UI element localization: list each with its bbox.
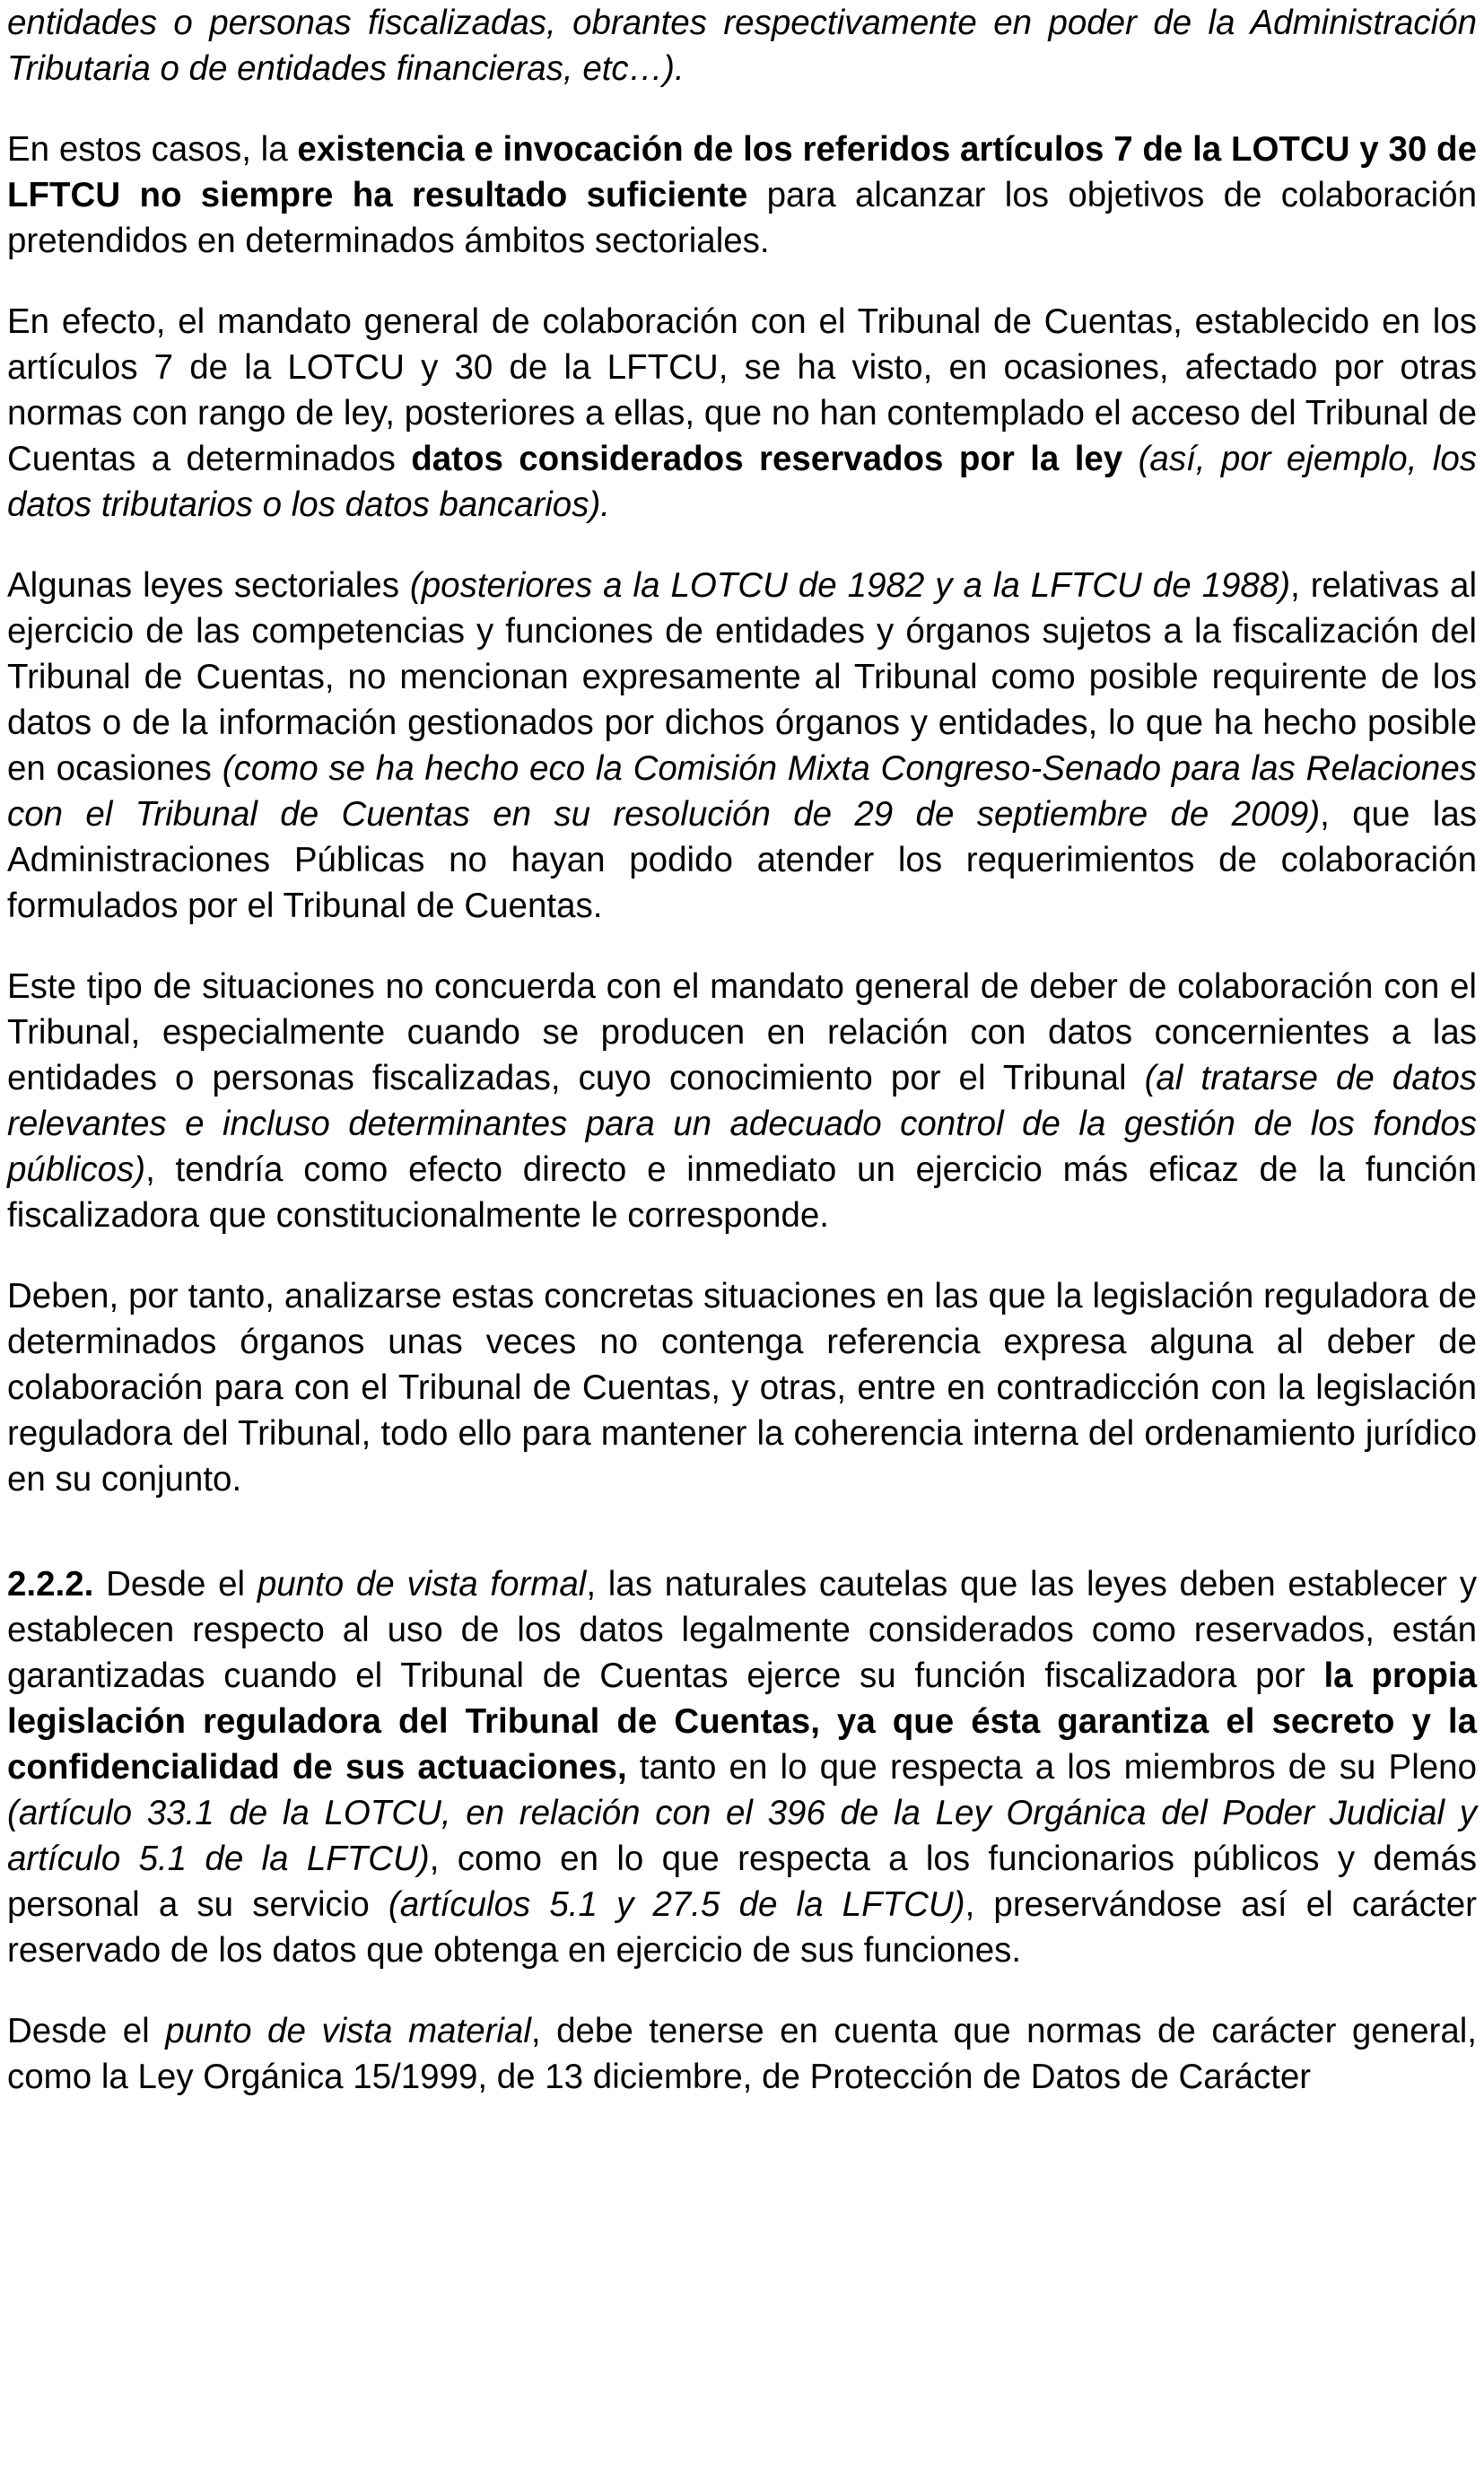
text-run: , preservándose así el carácter reservado de los datos que obtenga en ejercicio de sus funciones. bbox=[7, 1885, 1477, 1970]
text-run: , las naturales cautelas que las leyes deben establecer y establecen respecto al uso de los datos legalmente considerados como reservados, están garantizadas cuando el Tribunal de Cuentas ejerce su función fiscalizadora por bbox=[7, 1565, 1477, 1695]
paragraph-material bbox=[7, 2008, 1477, 2100]
text-run: Desde el bbox=[7, 2012, 166, 2050]
text-run: En estos casos, la bbox=[7, 130, 298, 169]
italic-text: punto de vista formal bbox=[257, 1565, 587, 1604]
text-run: , que las Administraciones Públicas no hayan podido atender los requerimientos de colaboración formulados por el Tribunal de Cuentas. bbox=[7, 795, 1477, 925]
bold-text: 2.2.2. bbox=[7, 1565, 94, 1604]
text-run: , debe tenerse en cuenta que normas de carácter general, como la Ley Orgánica 15/1999, de 13 diciembre, de Protección de Datos de Carácter bbox=[7, 2012, 1477, 2096]
italic-text: (artículo 33.1 de la LOTCU, en relación con el 396 de la Ley Orgánica del Poder Judicial y artículo 5.1 de la LFTCU) bbox=[7, 1794, 1477, 1878]
italic-text: (así, por ejemplo, los datos tributarios o los datos bancarios). bbox=[7, 440, 1477, 524]
text-run: Algunas leyes sectoriales bbox=[7, 566, 410, 605]
text-run: tanto en lo que respecta a los miembros de su Pleno bbox=[626, 1748, 1477, 1787]
bold-text: la propia legislación reguladora del Tribunal de Cuentas, ya que ésta garantiza el secreto y la confidencialidad de sus actuaciones, bbox=[7, 1656, 1477, 1787]
text-run: , relativas al ejercicio de las competencias y funciones de entidades y órganos sujetos a la fiscalización del Tribunal de Cuentas, no mencionan expresamente al Tribunal como posible requirente de los datos o de la información gestionados por dichos órganos y entidades, lo que ha hecho posible en ocasiones bbox=[7, 566, 1478, 788]
text-run: , tendría como efecto directo e inmediato un ejercicio más eficaz de la función fiscalizadora que constitucionalmente le corresponde. bbox=[7, 1150, 1477, 1235]
paragraph-1 bbox=[7, 0, 1477, 92]
section-2-2-2-paragraph bbox=[7, 1561, 1477, 1973]
text-run: para alcanzar los objetivos de colaboración pretendidos en determinados ámbitos sectoriales. bbox=[7, 176, 1478, 260]
paragraph-4 bbox=[7, 563, 1477, 929]
text-run: En efecto, el mandato general de colaboración con el Tribunal de Cuentas, establecido en los artículos 7 de la LOTCU y 30 de la LFTCU, se ha visto, en ocasiones, afectado por otras normas con rango de ley, posteriores a ellas, que no han contemplado el acceso del Tribunal de Cuentas a determinados bbox=[7, 302, 1477, 478]
text-run: , como en lo que respecta a los funcionarios públicos y demás personal a su servicio bbox=[7, 1840, 1477, 1924]
italic-text: (posteriores a la LOTCU de 1982 y a la LFTCU de 1988) bbox=[409, 566, 1291, 605]
document-page bbox=[7, 0, 1477, 2135]
paragraph-5 bbox=[7, 964, 1477, 1238]
paragraph-3 bbox=[7, 299, 1477, 528]
text-run: Este tipo de situaciones no concuerda con el mandato general de deber de colaboración con el Tribunal, especialmente cuando se producen en relación con datos concernientes a las entidades o personas fiscalizadas, cuyo conocimiento por el Tribunal bbox=[7, 967, 1477, 1097]
italic-text: entidades o personas fiscalizadas, obrantes respectivamente en poder de la Administración Tributaria o de entidades financieras, etc…). bbox=[7, 4, 1477, 88]
italic-text: punto de vista material bbox=[165, 2012, 531, 2050]
bold-text: datos considerados reservados por la ley bbox=[411, 440, 1123, 478]
paragraph-2 bbox=[7, 127, 1477, 264]
italic-text: (como se ha hecho eco la Comisión Mixta Congreso-Senado para las Relaciones con el Tribunal de Cuentas en su resolución de 29 de septiembre de 2009) bbox=[7, 749, 1477, 834]
text-run: Desde el bbox=[93, 1565, 258, 1604]
italic-text: (artículos 5.1 y 27.5 de la LFTCU) bbox=[388, 1885, 965, 1924]
paragraph-6 bbox=[7, 1273, 1477, 1502]
bold-text: existencia e invocación de los referidos artículos 7 de la LOTCU y 30 de LFTCU no siempre ha resultado suficiente bbox=[7, 130, 1477, 214]
italic-text: (al tratarse de datos relevantes e incluso determinantes para un adecuado control de la gestión de los fondos públicos) bbox=[7, 1059, 1477, 1189]
text-run: Deben, por tanto, analizarse estas concretas situaciones en las que la legislación reguladora de determinados órganos unas veces no contenga referencia expresa alguna al deber de colaboración para con el Tribunal de Cuentas, y otras, entre en contradicción con la legislación reguladora del Tribunal, todo ello para mantener la coherencia interna del ordenamiento jurídico en su conjunto. bbox=[7, 1277, 1477, 1499]
